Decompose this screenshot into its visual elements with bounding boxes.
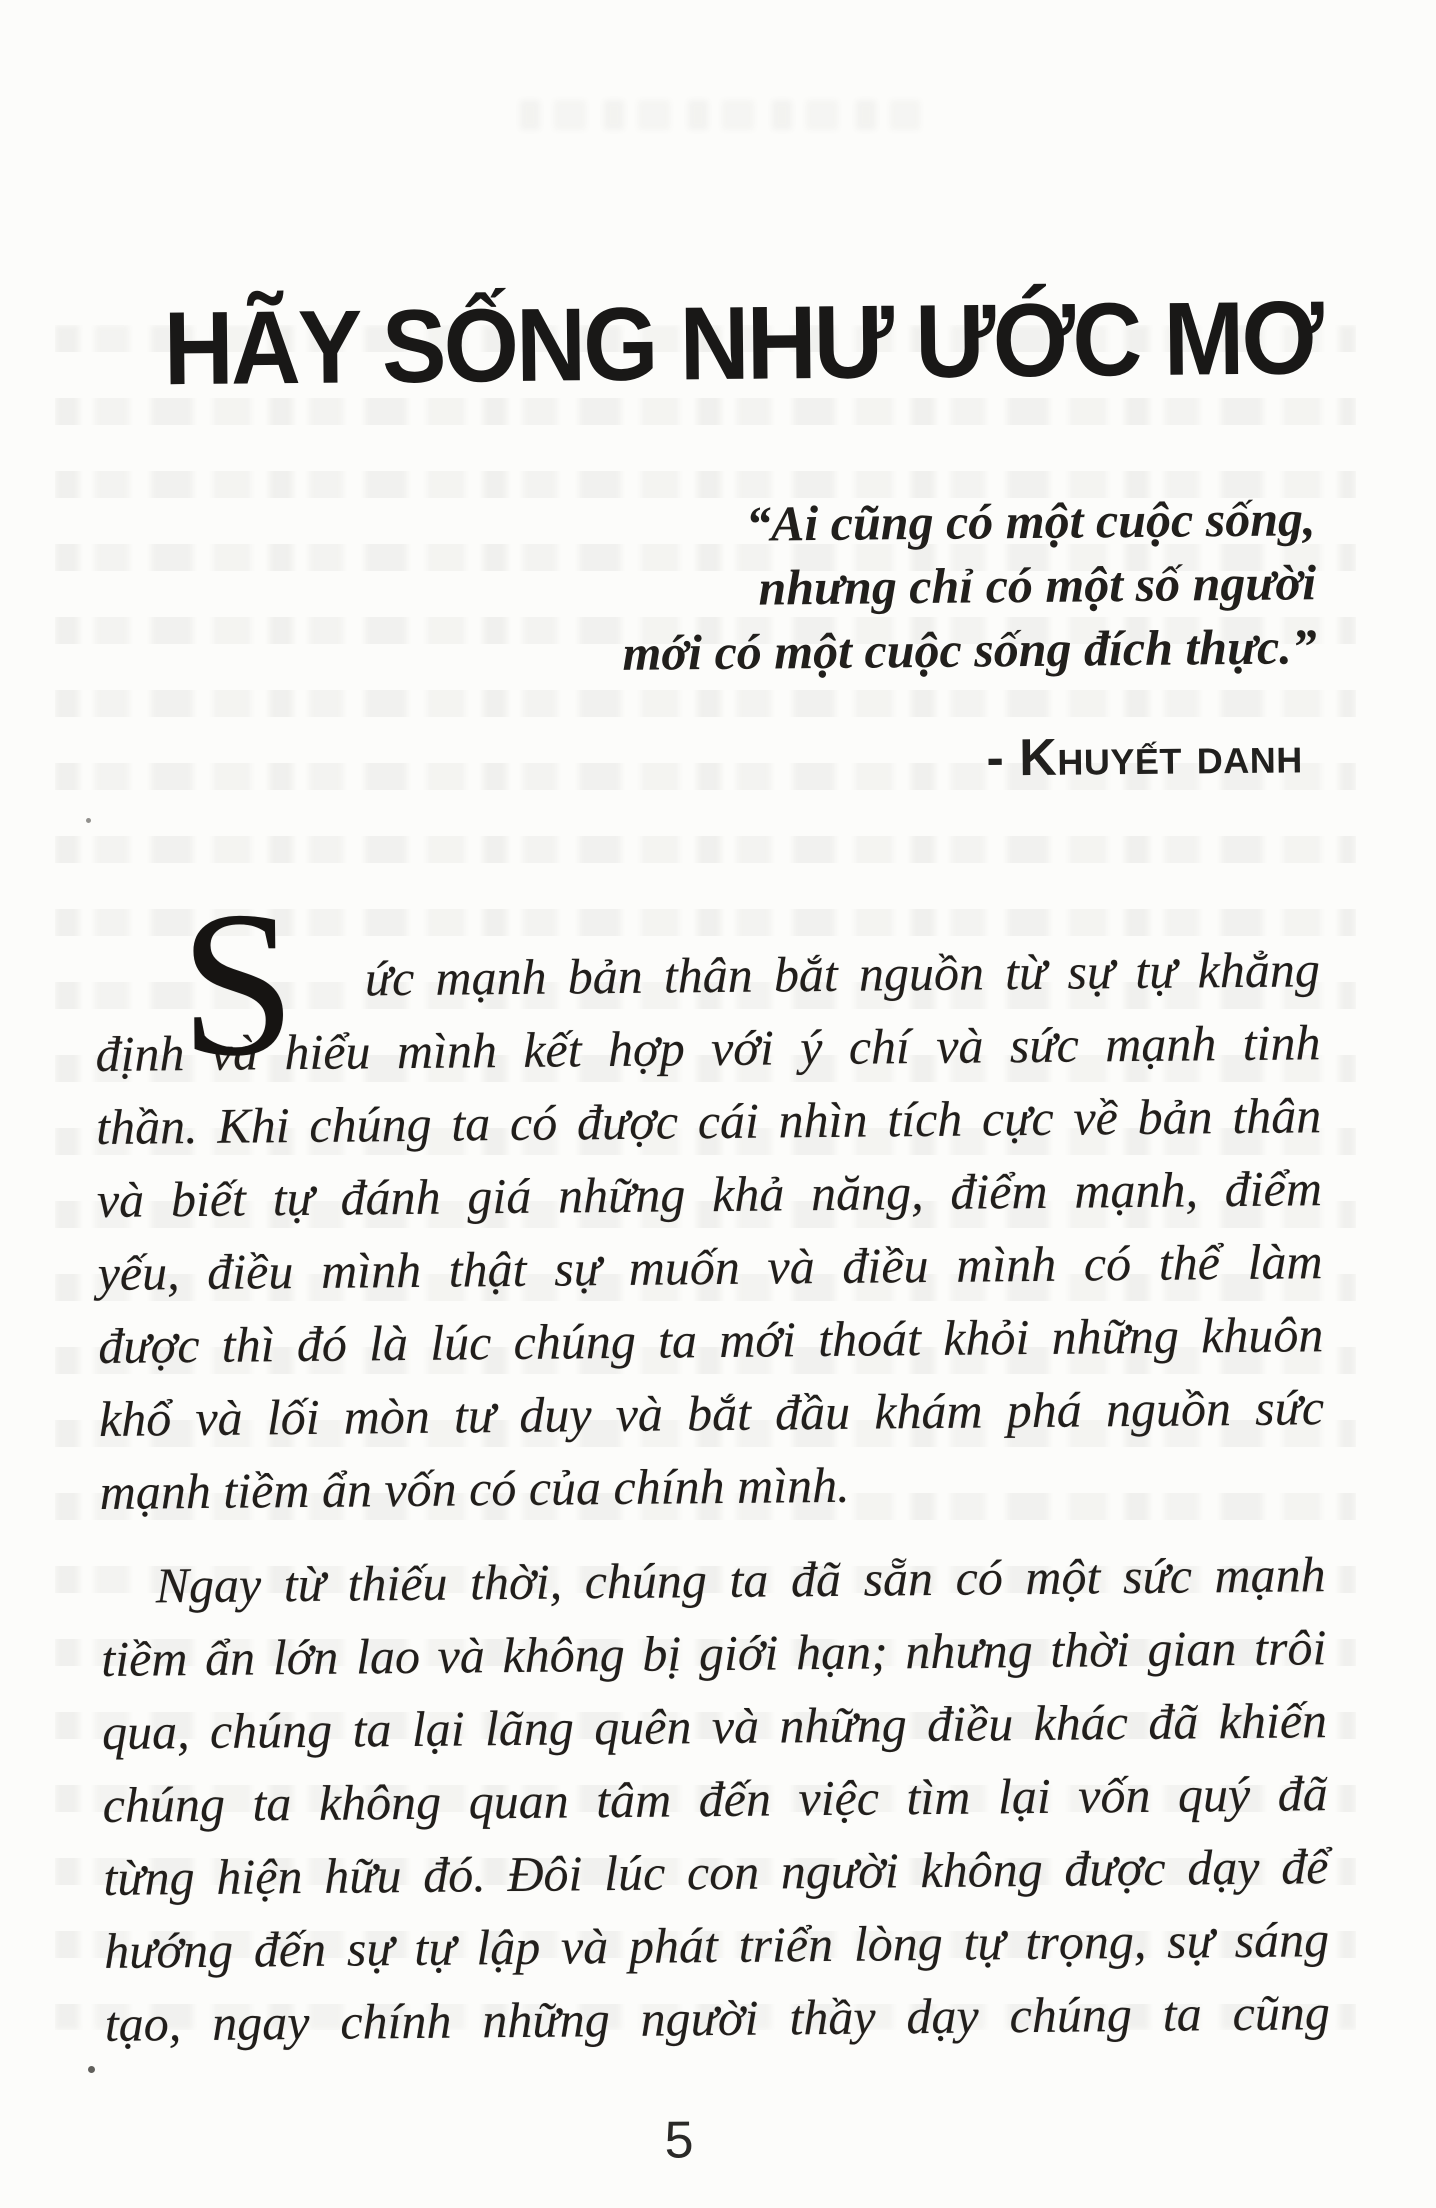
page-title: HÃY SỐNG NHƯ ƯỚC MƠ [163, 280, 1322, 408]
quote-line: nhưng chỉ có một số người [758, 554, 1317, 616]
paragraph-one [95, 868, 1326, 1529]
body-line: tạo, ngay chính những người thầy dạy chúng ta cũng [104, 1984, 1331, 2052]
drop-cap: S [178, 868, 297, 1100]
body-line: mạnh tiềm ẩn vốn có của chính mình. [99, 1456, 850, 1520]
body-line: từng hiện hữu đó. Đôi lúc con người không được dạy để [103, 1838, 1329, 1906]
stray-mark [88, 2066, 95, 2073]
body-line: hướng đến sự tự lập và phát triển lòng tự trọng, sự sáng [103, 1911, 1330, 1979]
body-line: qua, chúng ta lại lãng quên và những điều khác đã khiến [101, 1692, 1328, 1760]
page-number: 5 [664, 2111, 694, 2170]
body-line: định và hiểu mình kết hợp với ý chí và sức mạnh tinh [95, 1014, 1321, 1082]
quote-attribution: - Khuyết danh [986, 726, 1304, 788]
body-line: chúng ta không quan tâm đến việc tìm lại vốn quý đã [102, 1765, 1328, 1833]
body-line: khổ và lối mòn tư duy và bắt đầu khám phá nguồn sức [98, 1379, 1325, 1447]
body-line: và biết tự đánh giá những khả năng, điểm mạnh, điểm [96, 1160, 1323, 1228]
body-line: Ngay từ thiếu thời, chúng ta đã sẵn có một sức mạnh [155, 1546, 1326, 1614]
quote-line: mới có một cuộc sống đích thực.” [622, 618, 1317, 681]
body-line: yếu, điều mình thật sự muốn và điều mình có thể làm [97, 1233, 1323, 1301]
quote-line: “Ai cũng có một cuộc sống, [745, 490, 1316, 552]
quote-block [90, 486, 1317, 690]
body-line: được thì đó là lúc chúng ta mới thoát khỏi những khuôn [98, 1306, 1324, 1374]
stray-mark [86, 818, 91, 823]
body-line: tiềm ẩn lớn lao và không bị giới hạn; nhưng thời gian trôi [101, 1619, 1327, 1687]
paragraph-two [100, 1538, 1330, 2061]
body-line: thần. Khi chúng ta có được cái nhìn tích cực về bản thân [95, 1087, 1322, 1155]
body-line: ức mạnh bản thân bắt nguồn từ sự tự khẳng [364, 941, 1321, 1007]
